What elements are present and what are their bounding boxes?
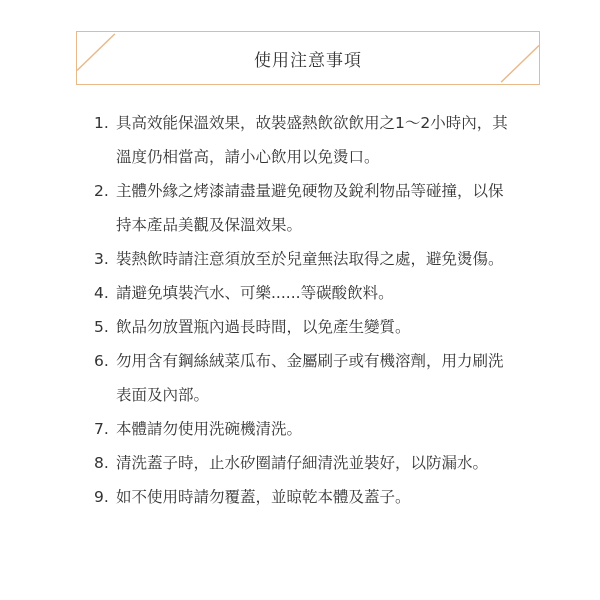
note-item	[94, 446, 544, 480]
note-text: 主體外緣之烤漆請盡量避免硬物及銳利物品等碰撞，以保	[116, 182, 504, 200]
note-indent	[94, 208, 111, 242]
note-item	[94, 310, 544, 344]
page-title: 使用注意事項	[254, 50, 362, 71]
note-indent	[94, 140, 111, 174]
note-text: 本體請勿使用洗碗機清洗。	[116, 420, 303, 438]
note-item	[94, 276, 544, 310]
note-number: 9.	[94, 488, 109, 506]
note-text: 表面及內部。	[116, 386, 210, 404]
note-number: 5.	[94, 318, 109, 336]
note-item	[94, 480, 544, 514]
note-item	[94, 412, 544, 446]
note-item	[94, 242, 544, 276]
note-text: 裝熱飲時請注意須放至於兒童無法取得之處，避免燙傷。	[116, 250, 504, 268]
note-text: 請避免填裝汽水、可樂......等碳酸飲料。	[116, 284, 394, 302]
title-box	[76, 31, 540, 85]
note-number: 7.	[94, 420, 109, 438]
note-text: 具高效能保溫效果，故裝盛熱飲欲飲用之1〜2小時內，其	[116, 114, 508, 132]
note-text: 如不使用時請勿覆蓋，並晾乾本體及蓋子。	[116, 488, 411, 506]
note-number: 2.	[94, 182, 109, 200]
note-text: 清洗蓋子時，止水矽圈請仔細清洗並裝好，以防漏水。	[116, 454, 489, 472]
note-number: 8.	[94, 454, 109, 472]
note-number: 4.	[94, 284, 109, 302]
note-item	[94, 106, 544, 174]
note-text: 溫度仍相當高，請小心飲用以免燙口。	[116, 148, 380, 166]
note-text: 持本產品美觀及保溫效果。	[116, 216, 303, 234]
note-item	[94, 174, 544, 242]
note-text: 飲品勿放置瓶內過長時間，以免產生變質。	[116, 318, 411, 336]
note-item	[94, 344, 544, 412]
note-indent	[94, 378, 111, 412]
note-number: 1.	[94, 114, 109, 132]
notes-list	[94, 106, 544, 514]
note-number: 3.	[94, 250, 109, 268]
note-number: 6.	[94, 352, 109, 370]
note-text: 勿用含有鋼絲絨菜瓜布、金屬刷子或有機溶劑，用力刷洗	[116, 352, 504, 370]
